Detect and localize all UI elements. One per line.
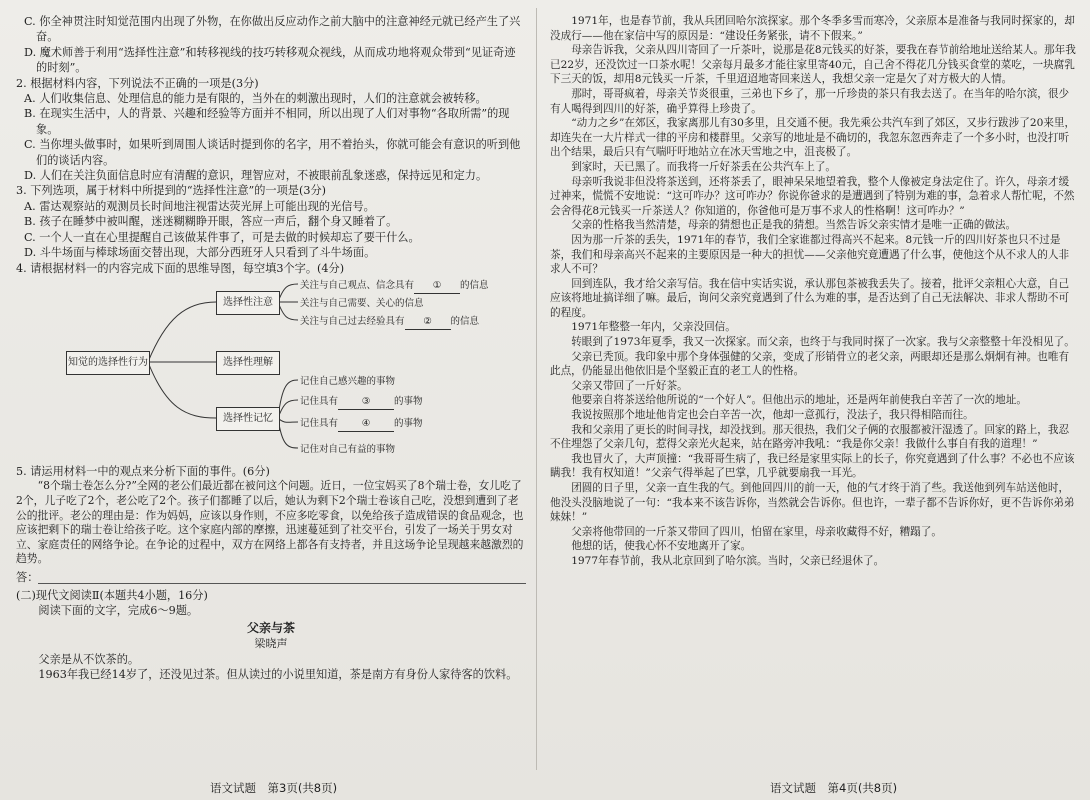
page-3-footer: 语文试题 第3页(共8页): [210, 781, 338, 795]
story-para-4: “动力之乡”在郊区，我家离那儿有30多里，且交通不便。我先乘公共汽车到了郊区，又步行跋涉了20来里，却连失在一大片样式一律的平房和楼群里。父亲写的地址是不确切的，我忽东忽西奔走了一个多小时，也没打听出个结果，最后只有气喘吁吁地站立在冰天雪地之中，沮丧极了。: [550, 117, 1076, 159]
q5-stem: 5. 请运用材料一中的观点来分析下面的事件。(6分): [16, 464, 270, 478]
passage-author: 梁晓声: [254, 637, 288, 651]
blank-2[interactable]: ②: [405, 314, 451, 330]
blank-4[interactable]: ④: [338, 416, 394, 432]
memory-leaf-2: 记住具有 ③ 的事物: [300, 394, 423, 410]
story-para-14: 他要亲自将茶送给他所说的“一个好人”。但他出示的地址，还是两年前使我白辛苦了一次的地址。: [571, 394, 1027, 407]
story-para-9: 回到连队，我才给父亲写信。我在信中实话实说，承认那包茶被我丢失了。接着，批评父亲粗心大意，自己应该将地址搞详细了嘛。最后，询问父亲究竟遇到了什么为难的事，是否达到了自己无法解决、非求人帮助不可的程度。: [550, 277, 1070, 319]
q2-option-b: B. 在现实生活中，人的背景、兴趣和经验等方面并不相同，所以出现了人们对事物“各取所需”的现象。: [24, 107, 510, 136]
story-para-19: 父亲将他带回的一斤茶又带回了四川，怕留在家里，母亲收藏得不好，糟蹋了。: [571, 525, 942, 538]
q2-stem: 2. 根据材料内容，下列说法不正确的一项是(3分): [16, 76, 259, 90]
story-para-17: 我也冒火了，大声顶撞：“我哥哥生病了，我已经是家里实际上的长子，你究竟遇到了什么事？不必也不应该瞒我！我有权知道！”父亲气得举起了巴掌，几乎就要扇我一耳光。: [550, 452, 1075, 480]
q5-body: “8个瑞士卷怎么分?”全网的老公们最近都在被问这个问题。近日，一位宝妈买了8个瑞士卷，女儿吃了2个，儿子吃了2个，老公吃了2个。孩子们都睡了以后，她认为剩下2个瑞士卷该自己吃，没想到遭到了老公的批评。老公的理由是：作为妈妈，应该以身作则，不应多吃零食，以免给孩子造成错误的食品观念，也应该把剩下的瑞士卷让给孩子吃。这个家庭内部的摩擦，迅速蔓延到了社交平台，引发了一场关于男女对立、家庭责任的网络争论。在争论的过程中，双方在网络上都各有支持者，并且这场争论呈现越来越激烈的趋势。: [16, 479, 524, 566]
q2-option-d: D. 人们在关注负面信息时应有清醒的意识，理智应对，不被眼前乱象迷惑，保持远见和定力。: [24, 169, 488, 183]
branch-selective-attention: 选择性注意: [216, 291, 280, 315]
section-2-instruction: 阅读下面的文字，完成6～9题。: [38, 604, 199, 618]
q2-option-a: A. 人们收集信息、处理信息的能力是有限的，当外在的刺激出现时，人们的注意就会被转移。: [24, 92, 487, 106]
answer-line[interactable]: [38, 569, 526, 584]
story-para-6: 母亲听我说非但没将茶送到，还将茶丢了，眼神呆呆地望着我，整个人像被定身法定住了。许久，母亲才缓过神来，慌慌不安地说：“这可咋办？这可咋办？你说你爸求的是遭遇到了特别为难的事，急着求人帮忙呢，不然会舍得花8元钱买一斤茶送人？你知道的，你爸他可是万事不求人的性格啊！这可咋办？”: [550, 175, 1075, 217]
passage-para-1: 父亲是从不饮茶的。: [38, 652, 140, 666]
branch-selective-understanding: 选择性理解: [216, 351, 280, 375]
story-para-21: 1977年春节前，我从北京回到了哈尔滨。当时，父亲已经退休了。: [571, 554, 885, 567]
page-4-footer: 语文试题 第4页(共8页): [770, 781, 898, 795]
passage-title: 父亲与茶: [246, 620, 295, 635]
story-para-20: 他想的话，使我心怀不安地离开了家。: [571, 540, 752, 553]
story-para-5: 到家时，天已黑了。而我将一斤好茶丢在公共汽车上了。: [571, 160, 837, 173]
q4-stem: 4. 请根据材料一的内容完成下面的思维导图，每空填3个字。(4分): [16, 261, 345, 275]
q1-option-d: D. 魔术师善于利用“选择性注意”和转移视线的技巧转移观众视线，从而成功地将观众带到“见证奇迹的时刻”。: [24, 45, 516, 75]
attention-leaf-2: 关注与自己需要、关心的信息: [300, 297, 424, 309]
memory-leaf-3: 记住具有 ④ 的事物: [300, 416, 423, 432]
passage-para-2: 1963年我已经14岁了，还没见过茶。但从读过的小说里知道，茶是南方有身份人家待客的饮料。: [38, 667, 518, 681]
story-para-3: 那时，哥哥疯着，母亲关节炎很重，三弟也下乡了，那一斤珍贵的茶只有我去送了。在当年的哈尔滨，很少有人喝得到四川的好茶，确乎算得上珍贵了。: [550, 87, 1070, 115]
q3-option-b: B. 孩子在睡梦中被叫醒，迷迷糊糊睁开眼，答应一声后，翻个身又睡着了。: [24, 215, 398, 229]
q1-option-c: C. 你全神贯注时知觉范围内出现了外物，在你做出反应动作之前大脑中的注意神经元就已经产生了兴奋。: [24, 15, 521, 44]
story-para-11: 转眼到了1973年夏季，我又一次探家。而父亲，也终于与我同时探了一次家。我与父亲整整十年没相见了。: [571, 336, 1075, 349]
branch-selective-memory: 选择性记忆: [216, 407, 280, 431]
q3-option-d: D. 斗牛场面与棒球场面交替出现，大部分西班牙人只看到了斗牛场面。: [24, 246, 376, 260]
section-2-header: (二)现代文阅读Ⅱ(本题共4小题，16分): [16, 588, 208, 602]
story-para-1: 1971年，也是春节前，我从兵团回哈尔滨探家。那个冬季多雪而寒冷，父亲原本是准备与我同时探家的，却没成行——他在家信中写的原因是：“建设任务紧张，请不下假来。”: [550, 15, 1075, 42]
page-divider: [536, 8, 537, 770]
story-para-7: 父亲的性格我当然清楚，母亲的猜想也正是我的猜想。当然告诉父亲实情才是唯一正确的做法。: [571, 219, 1017, 232]
story-para-12: 父亲已秃顶。我印象中那个身体强健的父亲，变成了形销骨立的老父亲，两眼却还是那么炯炯有神。也唯有此点，仍能显出他依旧是个坚毅正直的老工人的性格。: [550, 350, 1070, 378]
q3-stem: 3. 下列选项，属于材料中所提到的“选择性注意”的一项是(3分): [16, 184, 327, 198]
story-para-8: 因为那一斤茶的丢失，1971年的春节，我们全家谁都过得高兴不起来。8元钱一斤的四川好茶也只不过是茶，我们和母亲高兴不起来的主要原因是一种大的担忧——父亲他究竟遭遇了什么事，使他这个从不求人的人非求人不可？: [550, 233, 1070, 276]
attention-leaf-1: 关注与自己观点、信念具有 ① 的信息: [300, 278, 489, 294]
memory-leaf-1: 记住自己感兴趣的事物: [300, 375, 396, 387]
answer-label: 答：: [16, 571, 39, 585]
story-para-2: 母亲告诉我，父亲从四川寄回了一斤茶叶，说那是花8元钱买的好茶，要我在春节前给地址送给某人。那年我已22岁，还没饮过一口茶水呢！父亲每月最多才能往家里寄40元，自己舍不得花几分钱买食堂的菜吃，一块腐乳下三天的饭，却用8元钱买一斤茶，千里迢迢地寄回来送人，我想父亲一定是欠了对方极大的人情。: [550, 44, 1076, 86]
q2-option-c: C. 当你埋头做事时，如果听到周围人谈话时提到你的名字，用不着抬头，你就可能会有意识的听到他们的谈话内容。: [24, 138, 521, 167]
story-para-15: 我说按照那个地址他肯定也会白辛苦一次，他却一意孤行，没法子，我只得相陪而往。: [571, 409, 974, 422]
q5-answer-area: [16, 567, 526, 586]
story-para-10: 1971年整整一年内，父亲没回信。: [571, 321, 736, 334]
attention-leaf-3: 关注与自己过去经验具有 ② 的信息: [300, 314, 479, 330]
q3-option-a: A. 雷达观察站的观测员长时间地注视雷达荧光屏上可能出现的光信号。: [24, 199, 375, 213]
blank-1[interactable]: ①: [414, 278, 460, 294]
mind-map: [16, 278, 526, 460]
q3-option-c: C. 一个人一直在心里提醒自己该做某件事了，可是去做的时候却忘了要干什么。: [24, 230, 420, 244]
story-para-16: 我和父亲用了更长的时间寻找，却没找到。那天很热，我们父子俩的衣服都被汗湿透了。回家的路上，我忍不住埋怨了父亲几句，惹得父亲光火起来，站在路旁冲我吼：“我是你父亲！我做什么事自有我的道理！”: [550, 423, 1070, 451]
mind-map-root: 知觉的选择性行为: [66, 351, 150, 375]
story-para-13: 父亲又带回了一斤好茶。: [571, 379, 688, 392]
story-para-18: 团圆的日子里，父亲一直生我的气。到他回四川的前一天，他的气才终于消了些。我送他到列车站送他时，他没头没脑地说了一句：“我本来不该告诉你，当然就会告诉你。但也许，一辈子都不告诉你好，更不告诉你弟弟妹妹！”: [550, 482, 1075, 524]
page-3: [16, 14, 526, 776]
page-4: [550, 14, 1076, 776]
memory-leaf-4: 记住对自己有益的事物: [300, 443, 396, 455]
blank-3[interactable]: ③: [338, 394, 394, 410]
